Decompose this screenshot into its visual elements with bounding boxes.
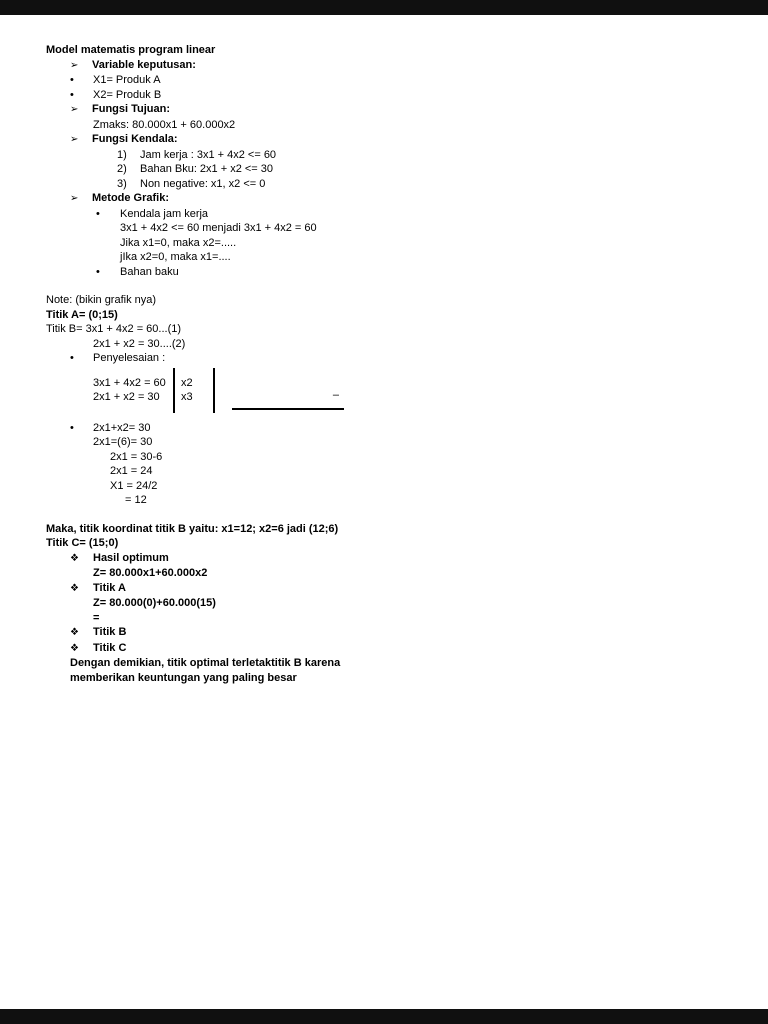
bullet-icon: •: [96, 265, 100, 278]
heading-fungsi-kendala: [46, 132, 728, 148]
multiplier-column: [181, 376, 207, 405]
solve-line-6: [46, 493, 728, 508]
kendala-item-1-text: Jam kerja : 3x1 + 4x2 <= 60: [140, 148, 277, 161]
optimum-za-line: [46, 596, 728, 611]
grafik-line-2-text: Jika x1=0, maka x2=.....: [120, 236, 237, 249]
optimum-titik-a-text: Titik A: [93, 581, 127, 594]
list-number: 3): [117, 177, 127, 190]
maka-text: Maka, titik koordinat titik B yaitu: x1=12; x2=6 jadi (12;6): [46, 522, 339, 535]
item-kendala-jam-kerja: [46, 207, 728, 222]
solve-line-3-text: 2x1 = 30-6: [110, 450, 163, 463]
titik-b-eq1-line: [46, 322, 728, 337]
elimination-block: [93, 367, 728, 414]
titik-c-text: Titik C= (15;0): [46, 537, 119, 549]
multiplier-2: [181, 390, 207, 405]
item-bahan-baku-text: Bahan baku: [120, 265, 179, 278]
arrow-bullet-icon: ➢: [70, 134, 79, 145]
heading-variable-keputusan-text: Variable keputusan:: [92, 58, 196, 71]
optimum-heading-text: Hasil optimum: [93, 551, 169, 564]
solve-line-5: [46, 479, 728, 494]
elimination-eq1: [93, 376, 167, 391]
grafik-line-1: [46, 221, 728, 236]
heading-fungsi-tujuan: [46, 102, 728, 118]
grafik-line-2: [46, 236, 728, 251]
equation-column: [93, 376, 167, 405]
elimination-eq1-text: 3x1 + 4x2 = 60: [93, 376, 166, 389]
arrow-bullet-icon: ➢: [70, 59, 79, 71]
solve-line-1-text: 2x1+x2= 30: [93, 421, 151, 434]
solve-line-6-text: = 12: [125, 494, 147, 506]
item-x2-text: X2= Produk B: [93, 88, 162, 101]
bullet-icon: •: [70, 74, 74, 86]
titik-a-line: [46, 308, 728, 323]
titik-a-text: Titik A= (0;15): [46, 308, 118, 321]
solve-line-5-text: X1 = 24/2: [110, 479, 158, 492]
optimum-z-text: Z= 80.000x1+60.000x2: [93, 567, 208, 579]
diamond-bullet-icon: ❖: [70, 627, 79, 638]
list-number: 1): [117, 148, 127, 161]
bottom-letterbox-bar: [0, 1009, 768, 1024]
grafik-line-1-text: 3x1 + 4x2 <= 60 menjadi 3x1 + 4x2 = 60: [120, 222, 317, 234]
diamond-bullet-icon: ❖: [70, 552, 79, 564]
diamond-bullet-icon: ❖: [70, 642, 79, 654]
optimum-za2-text: =: [93, 611, 100, 624]
maka-line: [46, 522, 728, 537]
titik-b-eq2-text: 2x1 + x2 = 30....(2): [93, 337, 186, 350]
penyelesaian-heading-text: Penyelesaian :: [93, 352, 166, 364]
solve-line-2-text: 2x1=(6)= 30: [93, 436, 153, 448]
elimination-eq2-text: 2x1 + x2 = 30: [93, 391, 160, 403]
vertical-bar: [173, 368, 175, 413]
conclusion-line-2-text: memberikan keuntungan yang paling besar: [70, 671, 297, 684]
grafik-line-3-text: jIka x2=0, maka x1=....: [120, 251, 231, 263]
list-number: 2): [117, 163, 127, 175]
diamond-bullet-icon: ❖: [70, 582, 79, 594]
kendala-item-2-text: Bahan Bku: 2x1 + x2 <= 30: [140, 163, 274, 175]
conclusion-line-1-text: Dengan demikian, titik optimal terletaktitik B karena: [70, 657, 341, 669]
optimum-titik-c-text: Titik C: [93, 641, 127, 654]
solve-line-1: [46, 421, 728, 436]
bullet-icon: •: [70, 88, 74, 101]
multiplier-1: [181, 376, 207, 391]
conclusion-line-2: [46, 671, 728, 686]
heading-variable-keputusan: [46, 58, 728, 74]
heading-fungsi-tujuan-text: Fungsi Tujuan:: [92, 103, 171, 115]
titik-c-line: [46, 536, 728, 551]
line-zmaks: [46, 118, 728, 133]
elimination-eq2: [93, 390, 167, 405]
optimum-za2-line: [46, 611, 728, 626]
multiplier-1-text: x2: [181, 376, 193, 389]
doc-title-text: Model matematis program linear: [46, 44, 216, 56]
grafik-line-3: [46, 250, 728, 265]
titik-b-eq1-text: Titik B= 3x1 + 4x2 = 60...(1): [46, 323, 182, 335]
optimum-titik-a: [46, 581, 728, 597]
solve-line-2: [46, 435, 728, 450]
document-page: [0, 15, 768, 1009]
heading-metode-grafik-text: Metode Grafik:: [92, 192, 170, 204]
item-x2: [46, 88, 728, 103]
penyelesaian-heading: [46, 351, 728, 366]
kendala-item-3: [46, 177, 728, 192]
optimum-titik-b-text: Titik B: [93, 626, 127, 638]
bullet-icon: •: [70, 352, 74, 364]
solve-line-4: [46, 464, 728, 479]
conclusion-line-1: [46, 656, 728, 671]
optimum-za-text: Z= 80.000(0)+60.000(15): [93, 597, 216, 609]
kendala-item-1: [46, 148, 728, 163]
optimum-z-line: [46, 566, 728, 581]
optimum-titik-b: [46, 625, 728, 641]
solve-line-3: [46, 450, 728, 465]
document-content: [0, 15, 768, 685]
top-letterbox-bar: [0, 0, 768, 15]
doc-title: [46, 43, 728, 58]
solve-line-4-text: 2x1 = 24: [110, 465, 153, 477]
subtraction-line: [232, 408, 344, 410]
optimum-titik-c: [46, 641, 728, 657]
bullet-icon: •: [96, 207, 100, 220]
note-line: [46, 293, 728, 308]
item-x1-text: X1= Produk A: [93, 74, 161, 86]
heading-fungsi-kendala-text: Fungsi Kendala:: [92, 133, 178, 145]
bullet-icon: •: [70, 421, 74, 434]
optimum-heading: [46, 551, 728, 567]
item-bahan-baku: [46, 265, 728, 280]
multiplier-2-text: x3: [181, 391, 193, 403]
minus-sign: –: [332, 389, 339, 401]
note-text: Note: (bikin grafik nya): [46, 294, 157, 306]
line-zmaks-text: Zmaks: 80.000x1 + 60.000x2: [93, 118, 236, 131]
arrow-bullet-icon: ➢: [70, 104, 79, 115]
vertical-bar: [213, 368, 215, 413]
kendala-item-3-text: Non negative: x1, x2 <= 0: [140, 177, 266, 190]
titik-b-eq2-line: [46, 337, 728, 352]
heading-metode-grafik: [46, 191, 728, 207]
item-x1: [46, 73, 728, 88]
item-kendala-jam-kerja-text: Kendala jam kerja: [120, 207, 209, 220]
subtraction-area: [232, 368, 344, 413]
kendala-item-2: [46, 162, 728, 177]
arrow-bullet-icon: ➢: [70, 193, 79, 204]
